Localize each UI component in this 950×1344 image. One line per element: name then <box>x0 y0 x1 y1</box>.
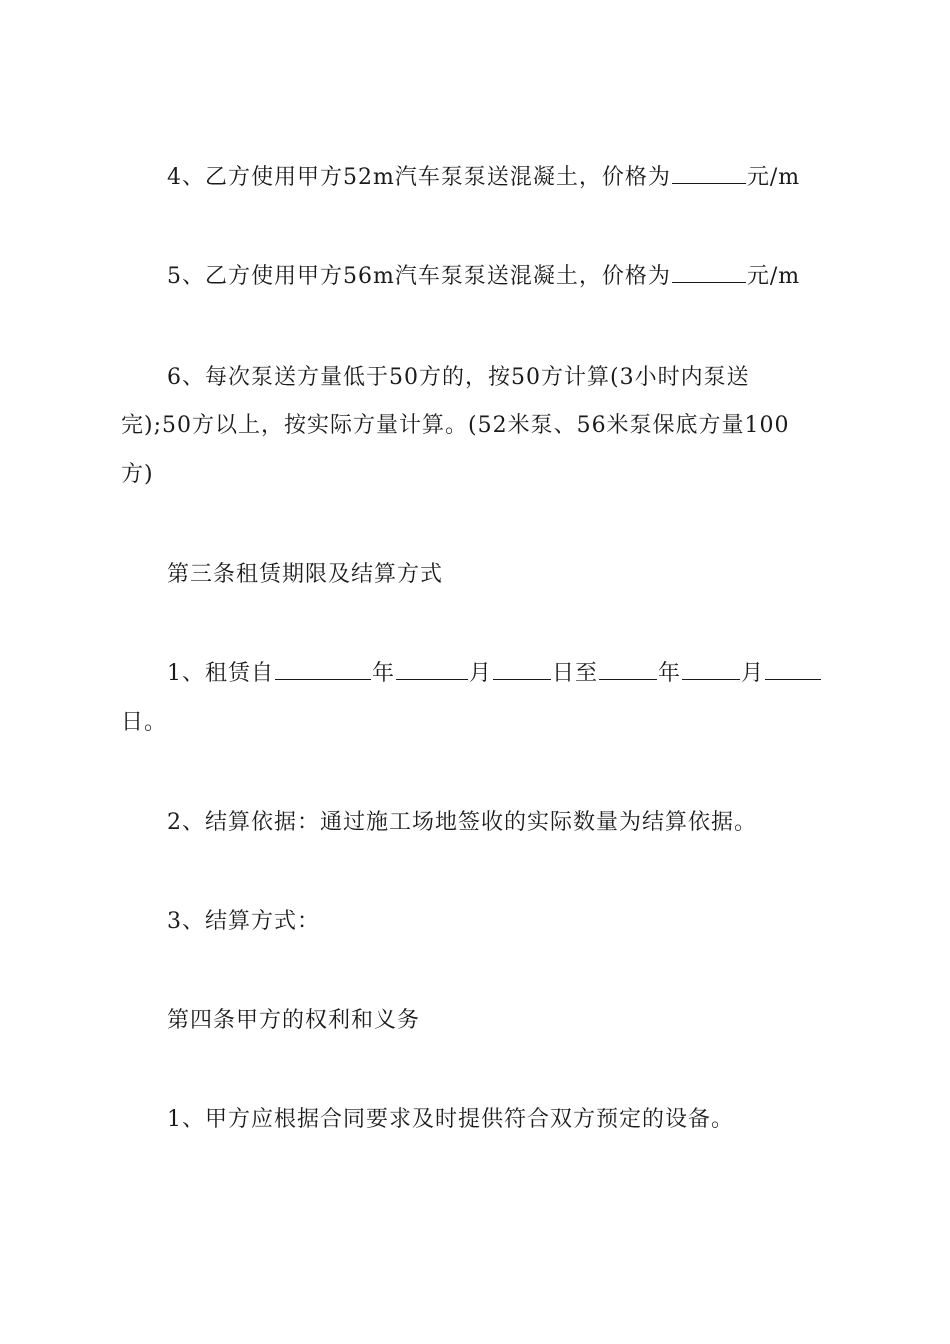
item-5 <box>167 253 879 301</box>
article-4-clause-1-text: 1、甲方应根据合同要求及时提供符合双方预定的设备。 <box>167 1107 734 1132</box>
settlement-method-text: 3、结算方式： <box>167 909 320 934</box>
settlement-method <box>167 898 879 946</box>
lease-term-prefix: 1、租赁自 <box>167 661 274 686</box>
end-day-label: 日。 <box>121 710 168 735</box>
item-4 <box>167 154 879 202</box>
item-6-text-2: 完);50方以上，按实际方量计算。(52米泵、56米泵保底方量100 <box>121 413 790 438</box>
end-year-blank <box>599 655 657 680</box>
item-6-line-1 <box>167 354 833 402</box>
item-6-text-1: 6、每次泵送方量低于50方的，按50方计算(3小时内泵送 <box>167 365 750 390</box>
start-month-label: 月 <box>469 661 493 686</box>
item-6-line-2 <box>121 402 833 450</box>
start-day-blank <box>493 655 551 680</box>
article-3-title-text: 第三条租赁期限及结算方式 <box>167 562 444 587</box>
start-year-blank <box>275 655 371 680</box>
settlement-basis <box>167 799 879 847</box>
item-4-text: 4、乙方使用甲方52m汽车泵泵送混凝土，价格为 <box>167 165 671 190</box>
price-blank-56m <box>672 258 746 283</box>
article-4-clause-1 <box>167 1096 879 1144</box>
item-5-unit: 元/m <box>746 264 801 289</box>
article-4-title-text: 第四条甲方的权利和义务 <box>167 1008 421 1033</box>
start-day-label: 日至 <box>552 661 599 686</box>
item-5-text: 5、乙方使用甲方56m汽车泵泵送混凝土，价格为 <box>167 264 671 289</box>
price-blank-52m <box>672 159 746 184</box>
start-month-blank <box>396 655 468 680</box>
settlement-basis-text: 2、结算依据：通过施工场地签收的实际数量为结算依据。 <box>167 810 757 835</box>
item-6-text-3: 方) <box>121 462 154 487</box>
lease-term-line <box>167 650 879 698</box>
item-6-line-3 <box>121 451 833 499</box>
item-4-unit: 元/m <box>746 165 801 190</box>
article-4-title <box>167 997 879 1045</box>
end-day-blank <box>765 655 821 680</box>
start-year-label: 年 <box>372 661 396 686</box>
end-year-label: 年 <box>658 661 682 686</box>
end-month-blank <box>682 655 740 680</box>
lease-term-line-2 <box>121 699 833 747</box>
article-3-title <box>167 551 879 599</box>
end-month-label: 月 <box>741 661 765 686</box>
